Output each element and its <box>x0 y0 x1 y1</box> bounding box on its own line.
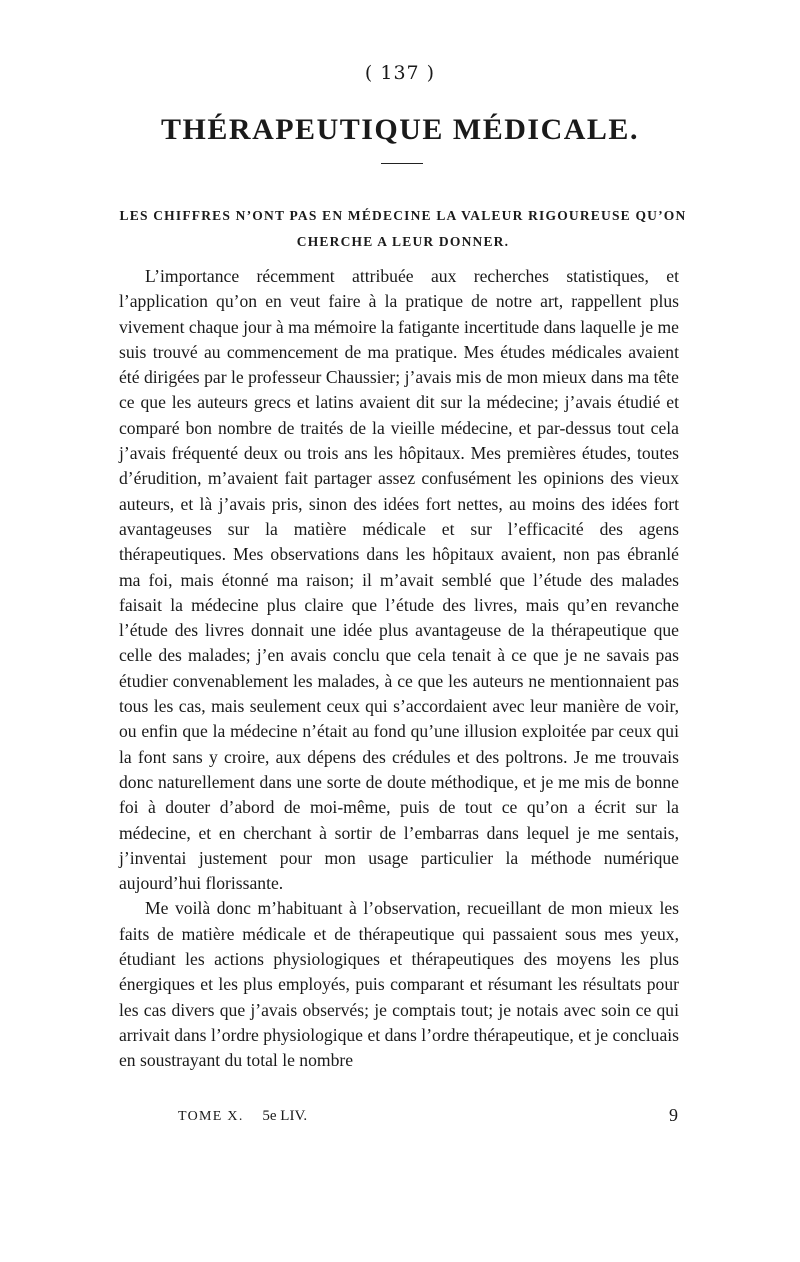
signature-mark: 9 <box>669 1105 678 1125</box>
page-footer <box>178 1105 678 1125</box>
section-title: THÉRAPEUTIQUE MÉDICALE. <box>161 113 639 146</box>
page-number: ( 137 ) <box>364 62 436 84</box>
tome-label: TOME X. <box>178 1109 244 1124</box>
livraison-label: 5e LIV. <box>262 1108 308 1124</box>
article-body <box>119 264 679 1074</box>
paragraph-2: Me voilà donc m’habituant à l’observation, recueillant de mon mieux les faits de matière médicale et de thérapeutique qui passaient sous mes yeux, étudiant les actions physiologiques et thérapeutiques des moyens les plus énergiques et les plus employés, puis comparant et résumant les résultats pour les cas divers que j’avais observés; je comptais tout; je notais avec soin ce qui arrivait dans l’ordre physiologique et dans l’ordre thérapeutique, et je concluais en soustrayant du total le nombre <box>119 898 679 1071</box>
title-rule <box>381 163 423 164</box>
article-subtitle: LES CHIFFRES N’ONT PAS EN MÉDECINE LA VALEUR RIGOUREUSE QU’ON CHERCHE A LEUR DONNER. <box>119 208 687 249</box>
paragraph-1: L’importance récemment attribuée aux recherches statistiques, et l’application qu’on en veut faire à la pratique de notre art, rappellent plus vivement chaque jour à ma mémoire la fatigante incertitude dans laquelle je me suis trouvé au commencement de ma pratique. Mes études médicales avaient été dirigées par le professeur Chaussier; j’avais mis de mon mieux dans ma tête ce que les auteurs grecs et latins avaient dit sur la médecine; j’avais étudié et comparé bon nombre de traités de la vieille médecine, et par-dessus tout cela j’avais fréquenté deux ou trois ans les hôpitaux. Mes premières études, toutes d’érudition, m’avaient fait partager assez confusément les opinions des vieux auteurs, et là j’avais pris, sinon des idées fort nettes, au moins des idées fort avantageuses sur la matière médicale et sur l’efficacité des agens thérapeutiques. Mes observations dans les hôpitaux avaient, non pas ébranlé ma foi, mais étonné ma raison; il m’avait semblé que l’étude des malades faisait la médecine plus claire que l’étude des livres, mais qu’en revanche l’étude des livres donnait une idée plus avantageuse de la thérapeutique que celle des malades; j’en avais conclu que cela tenait à ce que je ne savais pas étudier convenablement les malades, à ce que les auteurs ne mentionnaient pas tous les cas, mais seulement ceux qui s’accordaient avec leur manière de voir, ou enfin que la médecine n’était au fond qu’une illusion exploitée par ceux qui la font sans y croire, aux dépens des crédules et des poltrons. Je me trouvais donc naturellement dans une sorte de doute méthodique, et je me mis de bonne foi à douter d’abord de moi-même, puis de tout ce qu’on a écrit sur la médecine, et en cherchant à sortir de l’embarras dans lequel je me sentais, j’inventai justement pour mon usage particulier la méthode numérique aujourd’hui florissante. <box>119 266 679 894</box>
